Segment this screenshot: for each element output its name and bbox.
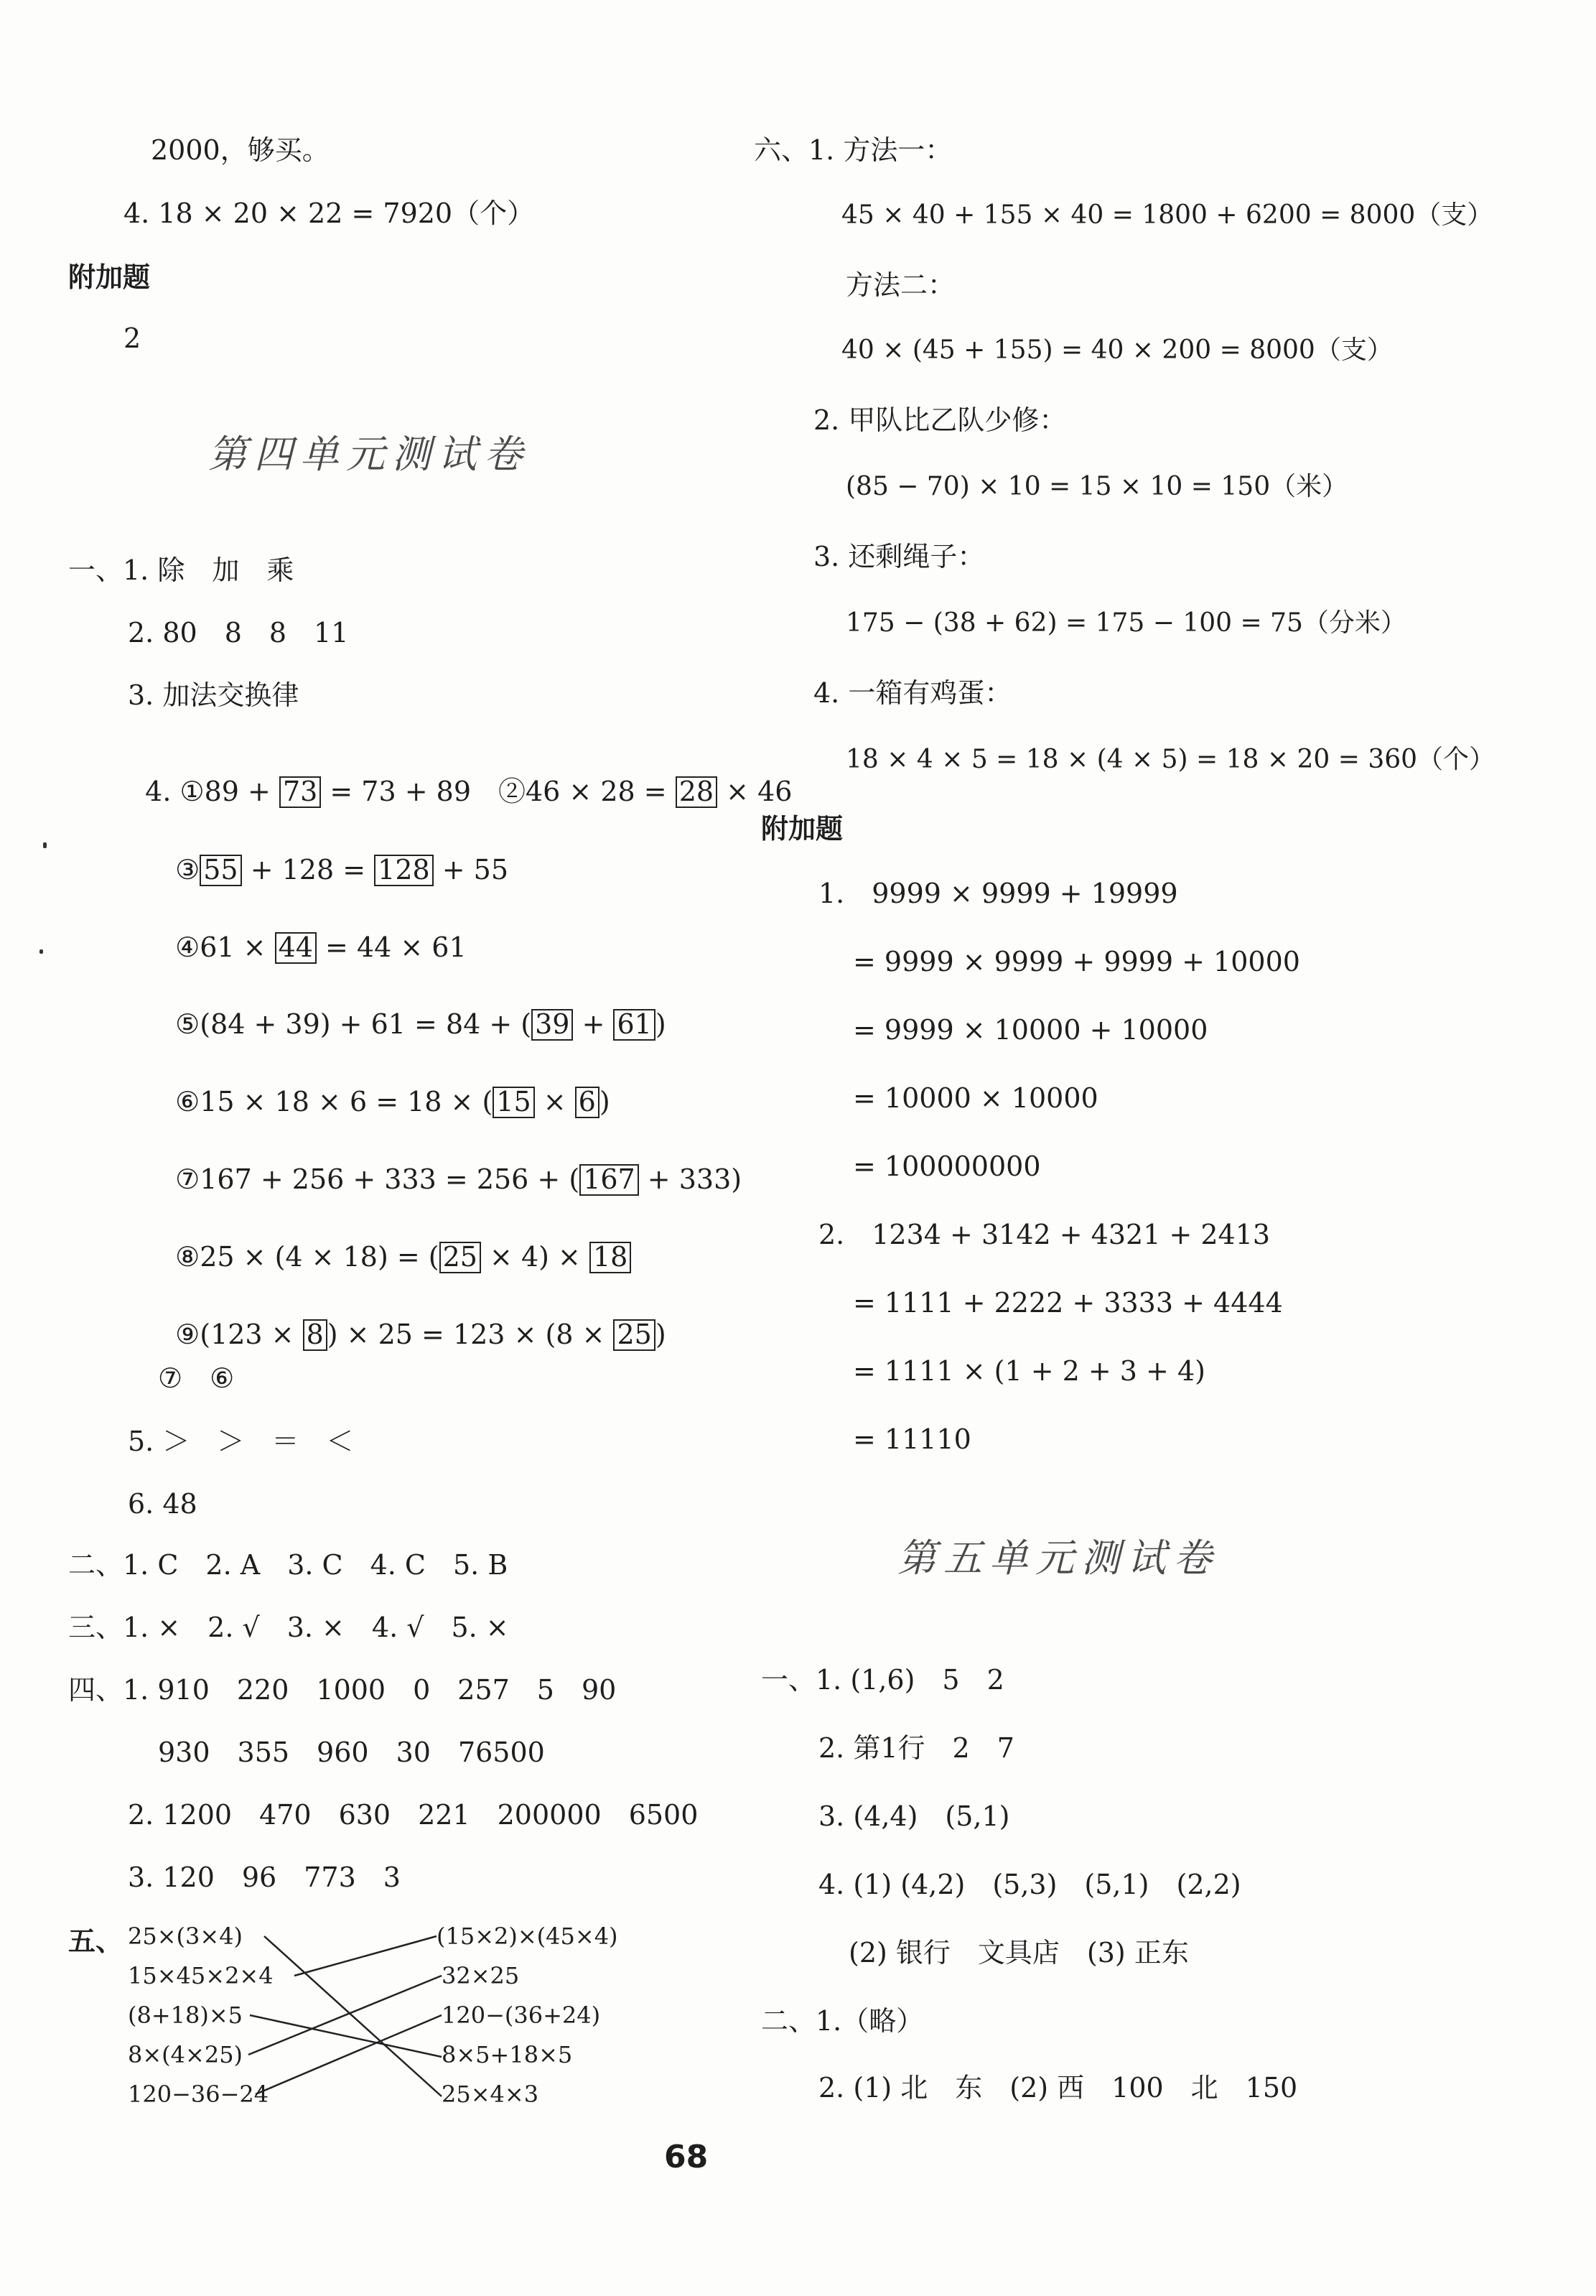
match-left-1: 25×(3×4) [128, 1923, 243, 1950]
f2c: = 11110 [853, 1423, 971, 1455]
match-lines [128, 1922, 444, 2109]
match-left-5: 120−36−24 [128, 2081, 269, 2108]
answer-box: 73 [279, 776, 321, 808]
match-right-4: 8×5+18×5 [442, 2041, 573, 2068]
r6-2a: (85 − 70) × 10 = 15 × 10 = 150（米） [846, 472, 1348, 501]
answer-box: 61 [613, 1009, 655, 1041]
s1-4e: ⑥15 × 18 × 6 = 18 × ( 15 × 6 ) [175, 1086, 610, 1117]
answer-box: 128 [374, 855, 434, 886]
f1: 1. 9999 × 9999 + 19999 [818, 878, 1178, 909]
u5-4: 4. (1) (4,2) (5,3) (5,1) (2,2) [818, 1869, 1241, 1900]
answer-box: 15 [493, 1087, 534, 1118]
match-line-2 [294, 1936, 437, 1976]
page-number: 68 [664, 2139, 709, 2175]
margin-mark [43, 842, 47, 848]
r6-4: 4. 一箱有鸡蛋： [813, 677, 1012, 709]
s1-4a: 4. ①89 + 73 = 73 + 89 ②46 × 28 = 28 × 46 [145, 776, 793, 807]
fujia-answer-left: 2 [123, 322, 141, 354]
s1-5: 5. ＞ ＞ ＝ ＜ [128, 1426, 354, 1457]
unit5-title: 第五单元测试卷 [897, 1535, 1219, 1581]
r6-1a: 45 × 40 + 155 × 40 = 1800 + 6200 = 8000（支） [841, 200, 1493, 230]
f2b: = 1111 × (1 + 2 + 3 + 4) [853, 1355, 1205, 1387]
answer-box: 25 [613, 1319, 655, 1351]
u5-1: 一、1. (1,6) 5 2 [761, 1664, 1004, 1696]
unit4-title: 第四单元测试卷 [208, 432, 530, 477]
u5-3: 3. (4,4) (5,1) [818, 1800, 1010, 1832]
section-3: 三、1. × 2. √ 3. × 4. √ 5. × [68, 1612, 509, 1643]
f2a: = 1111 + 2222 + 3333 + 4444 [853, 1287, 1283, 1319]
s1-1: 一、1. 除 加 乘 [68, 554, 294, 586]
answer-box: 44 [275, 932, 317, 964]
match-left-3: (8+18)×5 [128, 2002, 243, 2029]
f2: 2. 1234 + 3142 + 4321 + 2413 [818, 1219, 1271, 1250]
r6-2: 2. 甲队比乙队少修： [813, 404, 1067, 436]
r6-3: 3. 还剩绳子： [813, 541, 985, 572]
r6-1b: 方法二： [846, 269, 956, 301]
match-right-3: 120−(36+24) [442, 2002, 601, 2029]
r6-1c: 40 × (45 + 155) = 40 × 200 = 8000（支） [841, 335, 1393, 365]
r6-3a: 175 − (38 + 62) = 175 − 100 = 75（分米） [846, 608, 1406, 638]
match-right-5: 25×4×3 [442, 2081, 539, 2108]
match-right-1: (15×2)×(45×4) [437, 1923, 618, 1950]
section-4-2: 2. 1200 470 630 221 200000 6500 [128, 1799, 699, 1831]
s1-4h: ⑨(123 × 8 ) × 25 = 123 × (8 × 25 ) [175, 1319, 666, 1350]
s1-4i: ⑦ ⑥ [158, 1362, 235, 1394]
fujia-label-left: 附加题 [68, 261, 151, 293]
answer-box: 28 [676, 776, 717, 808]
match-line-3 [250, 2015, 442, 2057]
f1a: = 9999 × 9999 + 9999 + 10000 [853, 946, 1300, 977]
s1-4b: ③ 55 + 128 = 128 + 55 [175, 854, 509, 886]
u5-2-2: 2. (1) 北 东 (2) 西 100 北 150 [818, 2072, 1298, 2104]
s1-4c: ④61 × 44 = 44 × 61 [175, 931, 467, 963]
answer-box: 55 [200, 855, 241, 886]
match-left-2: 15×45×2×4 [128, 1962, 274, 1989]
s1-6: 6. 48 [128, 1488, 197, 1520]
answer-box: 167 [579, 1164, 639, 1196]
match-line-5 [256, 2015, 442, 2094]
s1-3: 3. 加法交换律 [128, 679, 299, 711]
s1-2: 2. 80 8 8 11 [128, 617, 349, 649]
r6-4a: 18 × 4 × 5 = 18 × (4 × 5) = 18 × 20 = 360（个） [846, 745, 1495, 774]
section-5-label: 五、 [68, 1925, 123, 1957]
section-4-3: 3. 120 96 773 3 [128, 1862, 401, 1893]
u5-2: 2. 第1行 2 7 [818, 1732, 1014, 1764]
u5-2-1: 二、1.（略） [761, 2005, 924, 2037]
f1d: = 100000000 [853, 1151, 1041, 1182]
u5-4b: (2) 银行 文具店 (3) 正东 [849, 1937, 1189, 1969]
margin-mark [39, 949, 43, 954]
r6-1: 六、1. 方法一： [754, 134, 953, 166]
answer-box: 25 [439, 1242, 481, 1273]
s1-4g: ⑧25 × (4 × 18) = ( 25 × 4) × 18 [158, 1214, 631, 1273]
answer-box: 8 [303, 1319, 327, 1351]
match-right-2: 32×25 [442, 1962, 520, 1989]
section-4-1b: 930 355 960 30 76500 [158, 1737, 545, 1768]
answer-box: 6 [575, 1087, 599, 1118]
f1c: = 10000 × 10000 [853, 1082, 1098, 1114]
match-left-4: 8×(4×25) [128, 2041, 243, 2068]
fujia-label-right: 附加题 [761, 813, 844, 845]
match-line-4 [248, 1976, 442, 2055]
left-line-1: 2000，够买。 [151, 134, 330, 166]
section-4-1a: 四、1. 910 220 1000 0 257 5 90 [68, 1674, 617, 1706]
section-2: 二、1. C 2. A 3. C 4. C 5. B [68, 1549, 508, 1581]
left-line-2: 4. 18 × 20 × 22 = 7920（个） [123, 197, 535, 229]
answer-box: 18 [589, 1242, 631, 1273]
s1-4f: ⑦167 + 256 + 333 = 256 + ( 167 + 333) [175, 1163, 742, 1195]
f1b: = 9999 × 10000 + 10000 [853, 1014, 1208, 1046]
s1-4d: ⑤(84 + 39) + 61 = 84 + ( 39 + 61 ) [175, 1008, 666, 1040]
answer-box: 39 [531, 1009, 573, 1041]
